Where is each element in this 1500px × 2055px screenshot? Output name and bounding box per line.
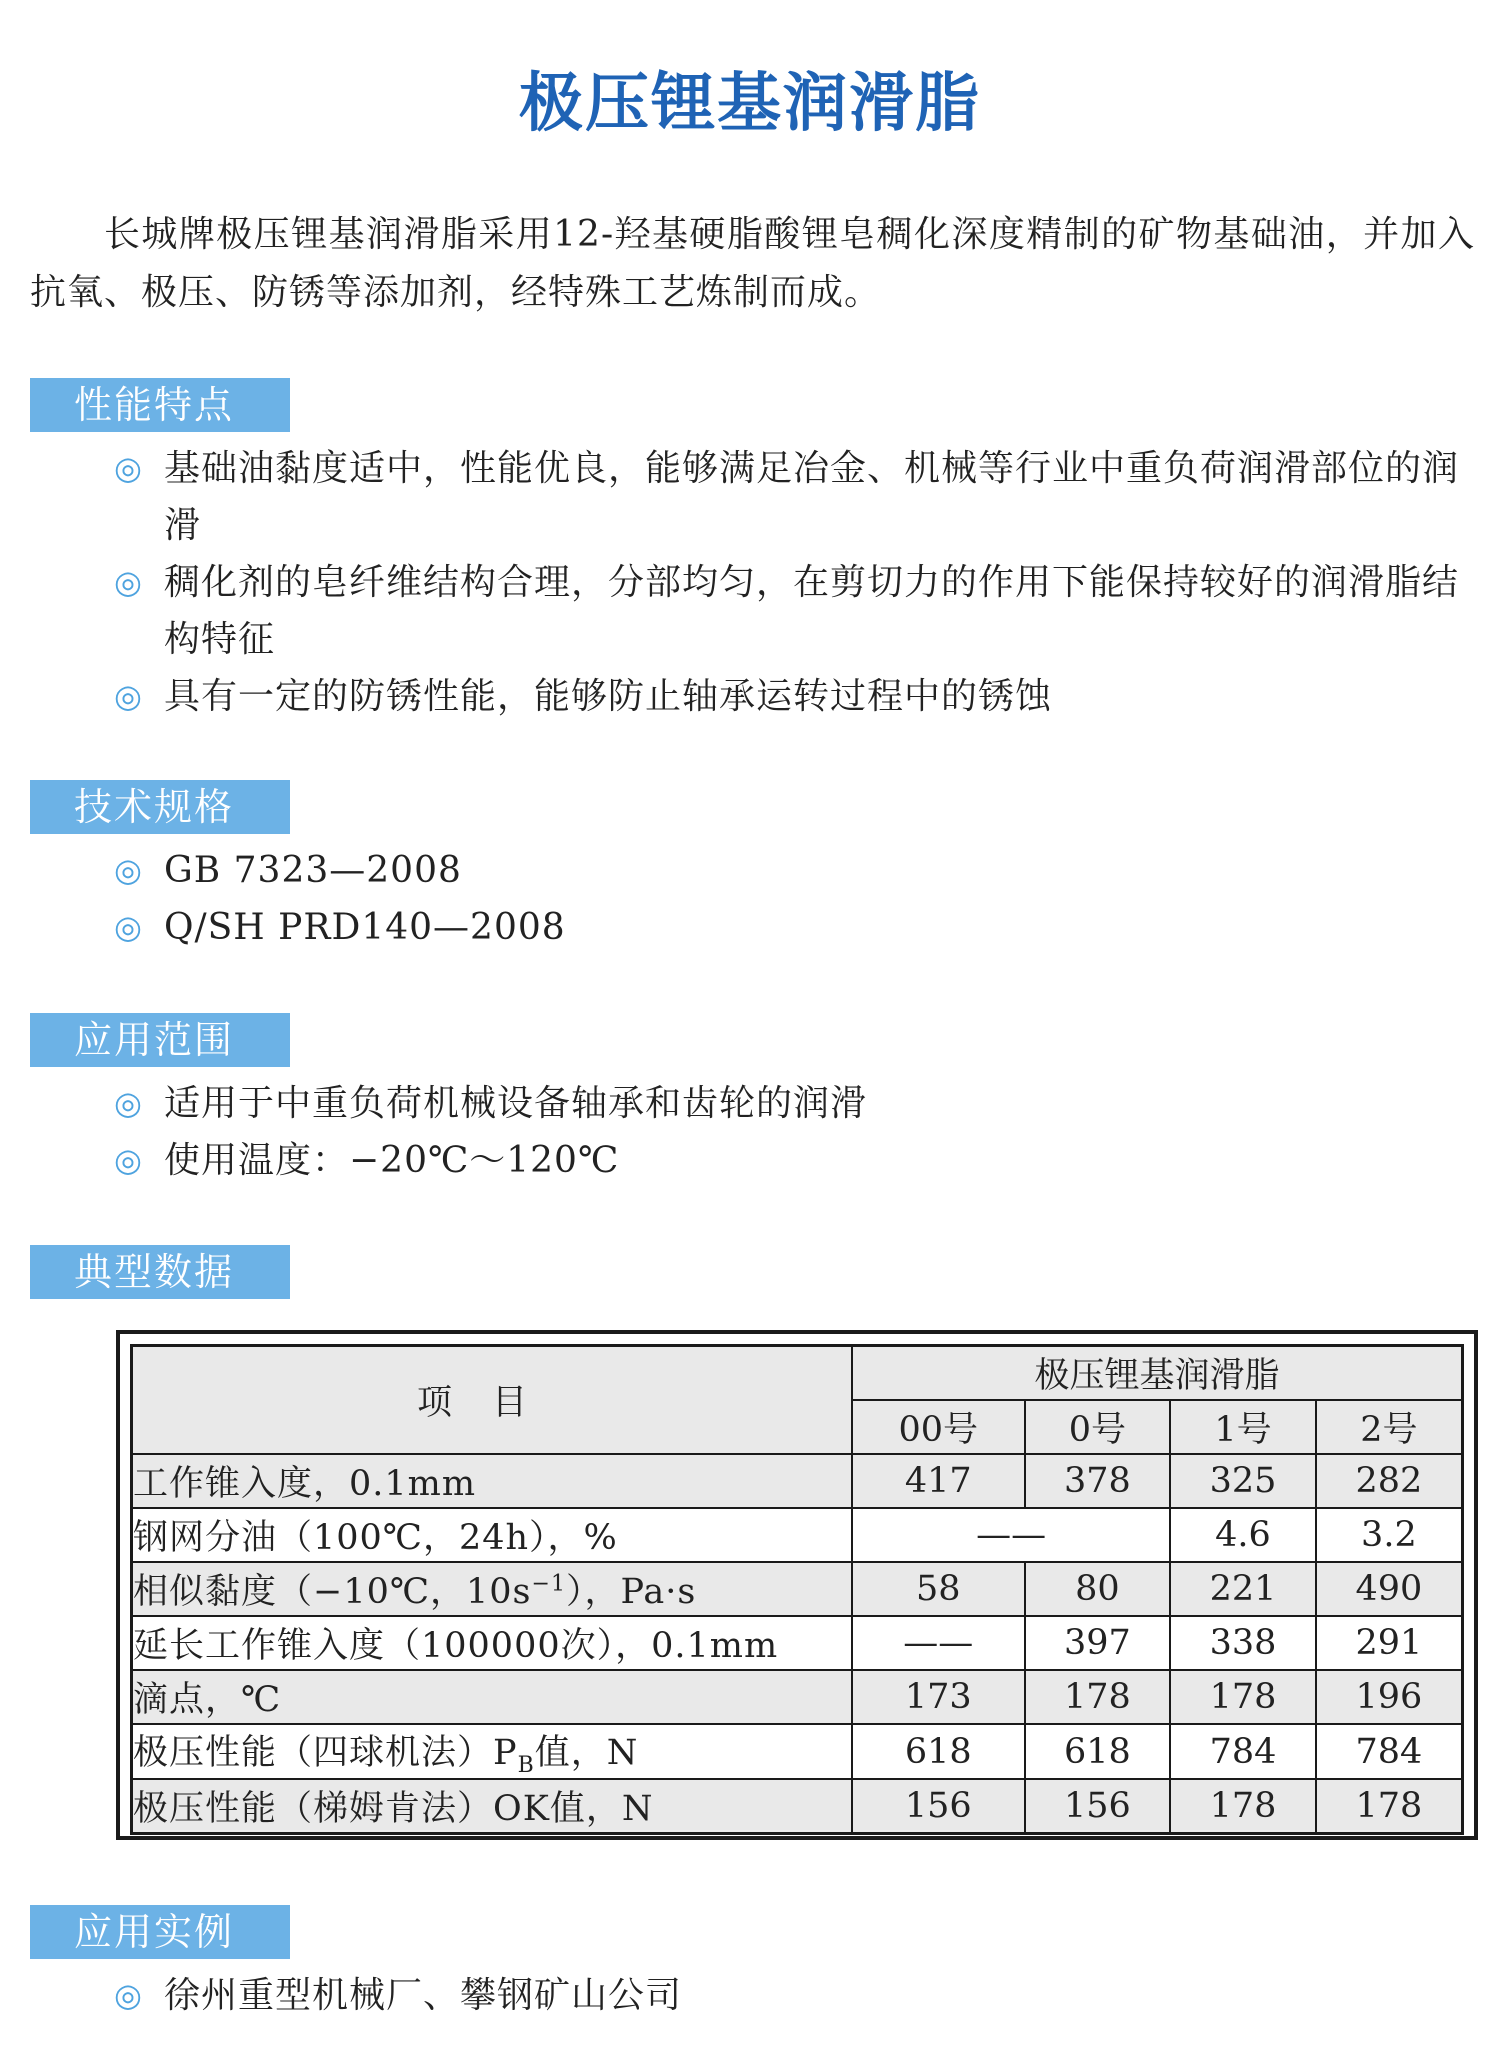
- intro-paragraph: 长城牌极压锂基润滑脂采用12-羟基硬脂酸锂皂稠化深度精制的矿物基础油，并加入抗氧、极压、防锈等添加剂，经特殊工艺炼制而成。: [30, 214, 1475, 313]
- examples-list: [114, 1967, 1479, 2024]
- list-item-text: 稠化剂的皂纤维结构合理，分部均匀，在剪切力的作用下能保持较好的润滑脂结构特征: [164, 562, 1460, 660]
- double-circle-icon: ◎: [114, 677, 143, 715]
- cell-value: 417: [852, 1454, 1025, 1508]
- double-circle-icon: ◎: [114, 449, 143, 487]
- table-row: [132, 1454, 1463, 1508]
- specs-list: [114, 842, 1479, 956]
- typical-data-table-frame: [116, 1330, 1478, 1840]
- cell-value: 178: [1025, 1670, 1171, 1724]
- list-item-text: 适用于中重负荷机械设备轴承和齿轮的润滑: [164, 1083, 868, 1124]
- table-row: [132, 1724, 1463, 1779]
- features-list: [114, 440, 1479, 725]
- cell-value: 784: [1316, 1724, 1463, 1779]
- row-label: 极压性能（梯姆肯法）OK值，N: [132, 1779, 853, 1834]
- cell-value-merged: ——: [852, 1508, 1170, 1562]
- double-circle-icon: ◎: [114, 908, 143, 946]
- row-label-pre: 极压性能（四球机法）P: [133, 1733, 518, 1773]
- double-circle-icon: ◎: [114, 1141, 143, 1179]
- section-header-application: 应用范围: [30, 1013, 290, 1067]
- section-header-features: 性能特点: [30, 378, 290, 432]
- cell-value: 156: [1025, 1779, 1171, 1834]
- cell-value: 80: [1025, 1562, 1171, 1616]
- typical-data-table: [130, 1344, 1464, 1835]
- cell-value: 378: [1025, 1454, 1171, 1508]
- list-item: [114, 554, 1479, 668]
- list-item-text: GB 7323—2008: [164, 850, 462, 891]
- table-row: [132, 1670, 1463, 1724]
- cell-value: 618: [1025, 1724, 1171, 1779]
- list-item-text: 使用温度：−20℃～120℃: [164, 1140, 620, 1181]
- list-item: [114, 842, 1479, 899]
- row-label: 延长工作锥入度（100000次），0.1mm: [132, 1616, 853, 1670]
- cell-value: 325: [1170, 1454, 1316, 1508]
- grade-header: 1号: [1170, 1400, 1316, 1454]
- cell-value: 196: [1316, 1670, 1463, 1724]
- double-circle-icon: ◎: [114, 1084, 143, 1122]
- cell-value: 784: [1170, 1724, 1316, 1779]
- cell-value: 618: [852, 1724, 1025, 1779]
- table-row: [132, 1616, 1463, 1670]
- row-label-sub: B: [517, 1753, 535, 1778]
- double-circle-icon: ◎: [114, 1976, 143, 2014]
- double-circle-icon: ◎: [114, 563, 143, 601]
- group-header: 极压锂基润滑脂: [852, 1346, 1463, 1401]
- list-item-text: 徐州重型机械厂、攀钢矿山公司: [164, 1975, 683, 2016]
- cell-value: 178: [1170, 1670, 1316, 1724]
- cell-value: 173: [852, 1670, 1025, 1724]
- list-item: [114, 440, 1479, 554]
- section-header-examples: 应用实例: [30, 1905, 290, 1959]
- cell-value: 291: [1316, 1616, 1463, 1670]
- row-label: 工作锥入度，0.1mm: [132, 1454, 853, 1508]
- list-item-text: 具有一定的防锈性能，能够防止轴承运转过程中的锈蚀: [164, 676, 1053, 717]
- list-item: [114, 1075, 1479, 1132]
- cell-value: 397: [1025, 1616, 1171, 1670]
- cell-value: ——: [852, 1616, 1025, 1670]
- grade-header: 0号: [1025, 1400, 1171, 1454]
- cell-value: 221: [1170, 1562, 1316, 1616]
- list-item: [114, 668, 1479, 725]
- cell-value: 178: [1170, 1779, 1316, 1834]
- section-header-typical: 典型数据: [30, 1245, 290, 1299]
- page-title: 极压锂基润滑脂: [519, 67, 981, 141]
- grade-header: 00号: [852, 1400, 1025, 1454]
- cell-value: 178: [1316, 1779, 1463, 1834]
- cell-value: 338: [1170, 1616, 1316, 1670]
- double-circle-icon: ◎: [114, 851, 143, 889]
- item-header: 项目: [132, 1346, 853, 1455]
- row-label-post: 值，N: [534, 1733, 639, 1773]
- list-item: [114, 1132, 1479, 1189]
- cell-value: 58: [852, 1562, 1025, 1616]
- grade-header: 2号: [1316, 1400, 1463, 1454]
- cell-value: 3.2: [1316, 1508, 1463, 1562]
- cell-value: 4.6: [1170, 1508, 1316, 1562]
- cell-value: 156: [852, 1779, 1025, 1834]
- section-header-specs: 技术规格: [30, 780, 290, 834]
- list-item-text: Q/SH PRD140—2008: [164, 907, 566, 948]
- row-label-pre: 相似黏度（−10℃，10s: [133, 1572, 532, 1612]
- row-label-sup: −1: [531, 1571, 566, 1597]
- list-item-text: 基础油黏度适中，性能优良，能够满足冶金、机械等行业中重负荷润滑部位的润滑: [164, 448, 1460, 546]
- table-row: [132, 1562, 1463, 1616]
- table-row: [132, 1508, 1463, 1562]
- table-row: [132, 1779, 1463, 1834]
- list-item: [114, 899, 1479, 956]
- row-label: 滴点，℃: [132, 1670, 853, 1724]
- cell-value: 490: [1316, 1562, 1463, 1616]
- list-item: [114, 1967, 1479, 2024]
- application-list: [114, 1075, 1479, 1189]
- row-label: 钢网分油（100℃，24h），%: [132, 1508, 853, 1562]
- row-label: [132, 1562, 853, 1616]
- row-label: [132, 1724, 853, 1779]
- cell-value: 282: [1316, 1454, 1463, 1508]
- row-label-post: ），Pa·s: [565, 1572, 697, 1612]
